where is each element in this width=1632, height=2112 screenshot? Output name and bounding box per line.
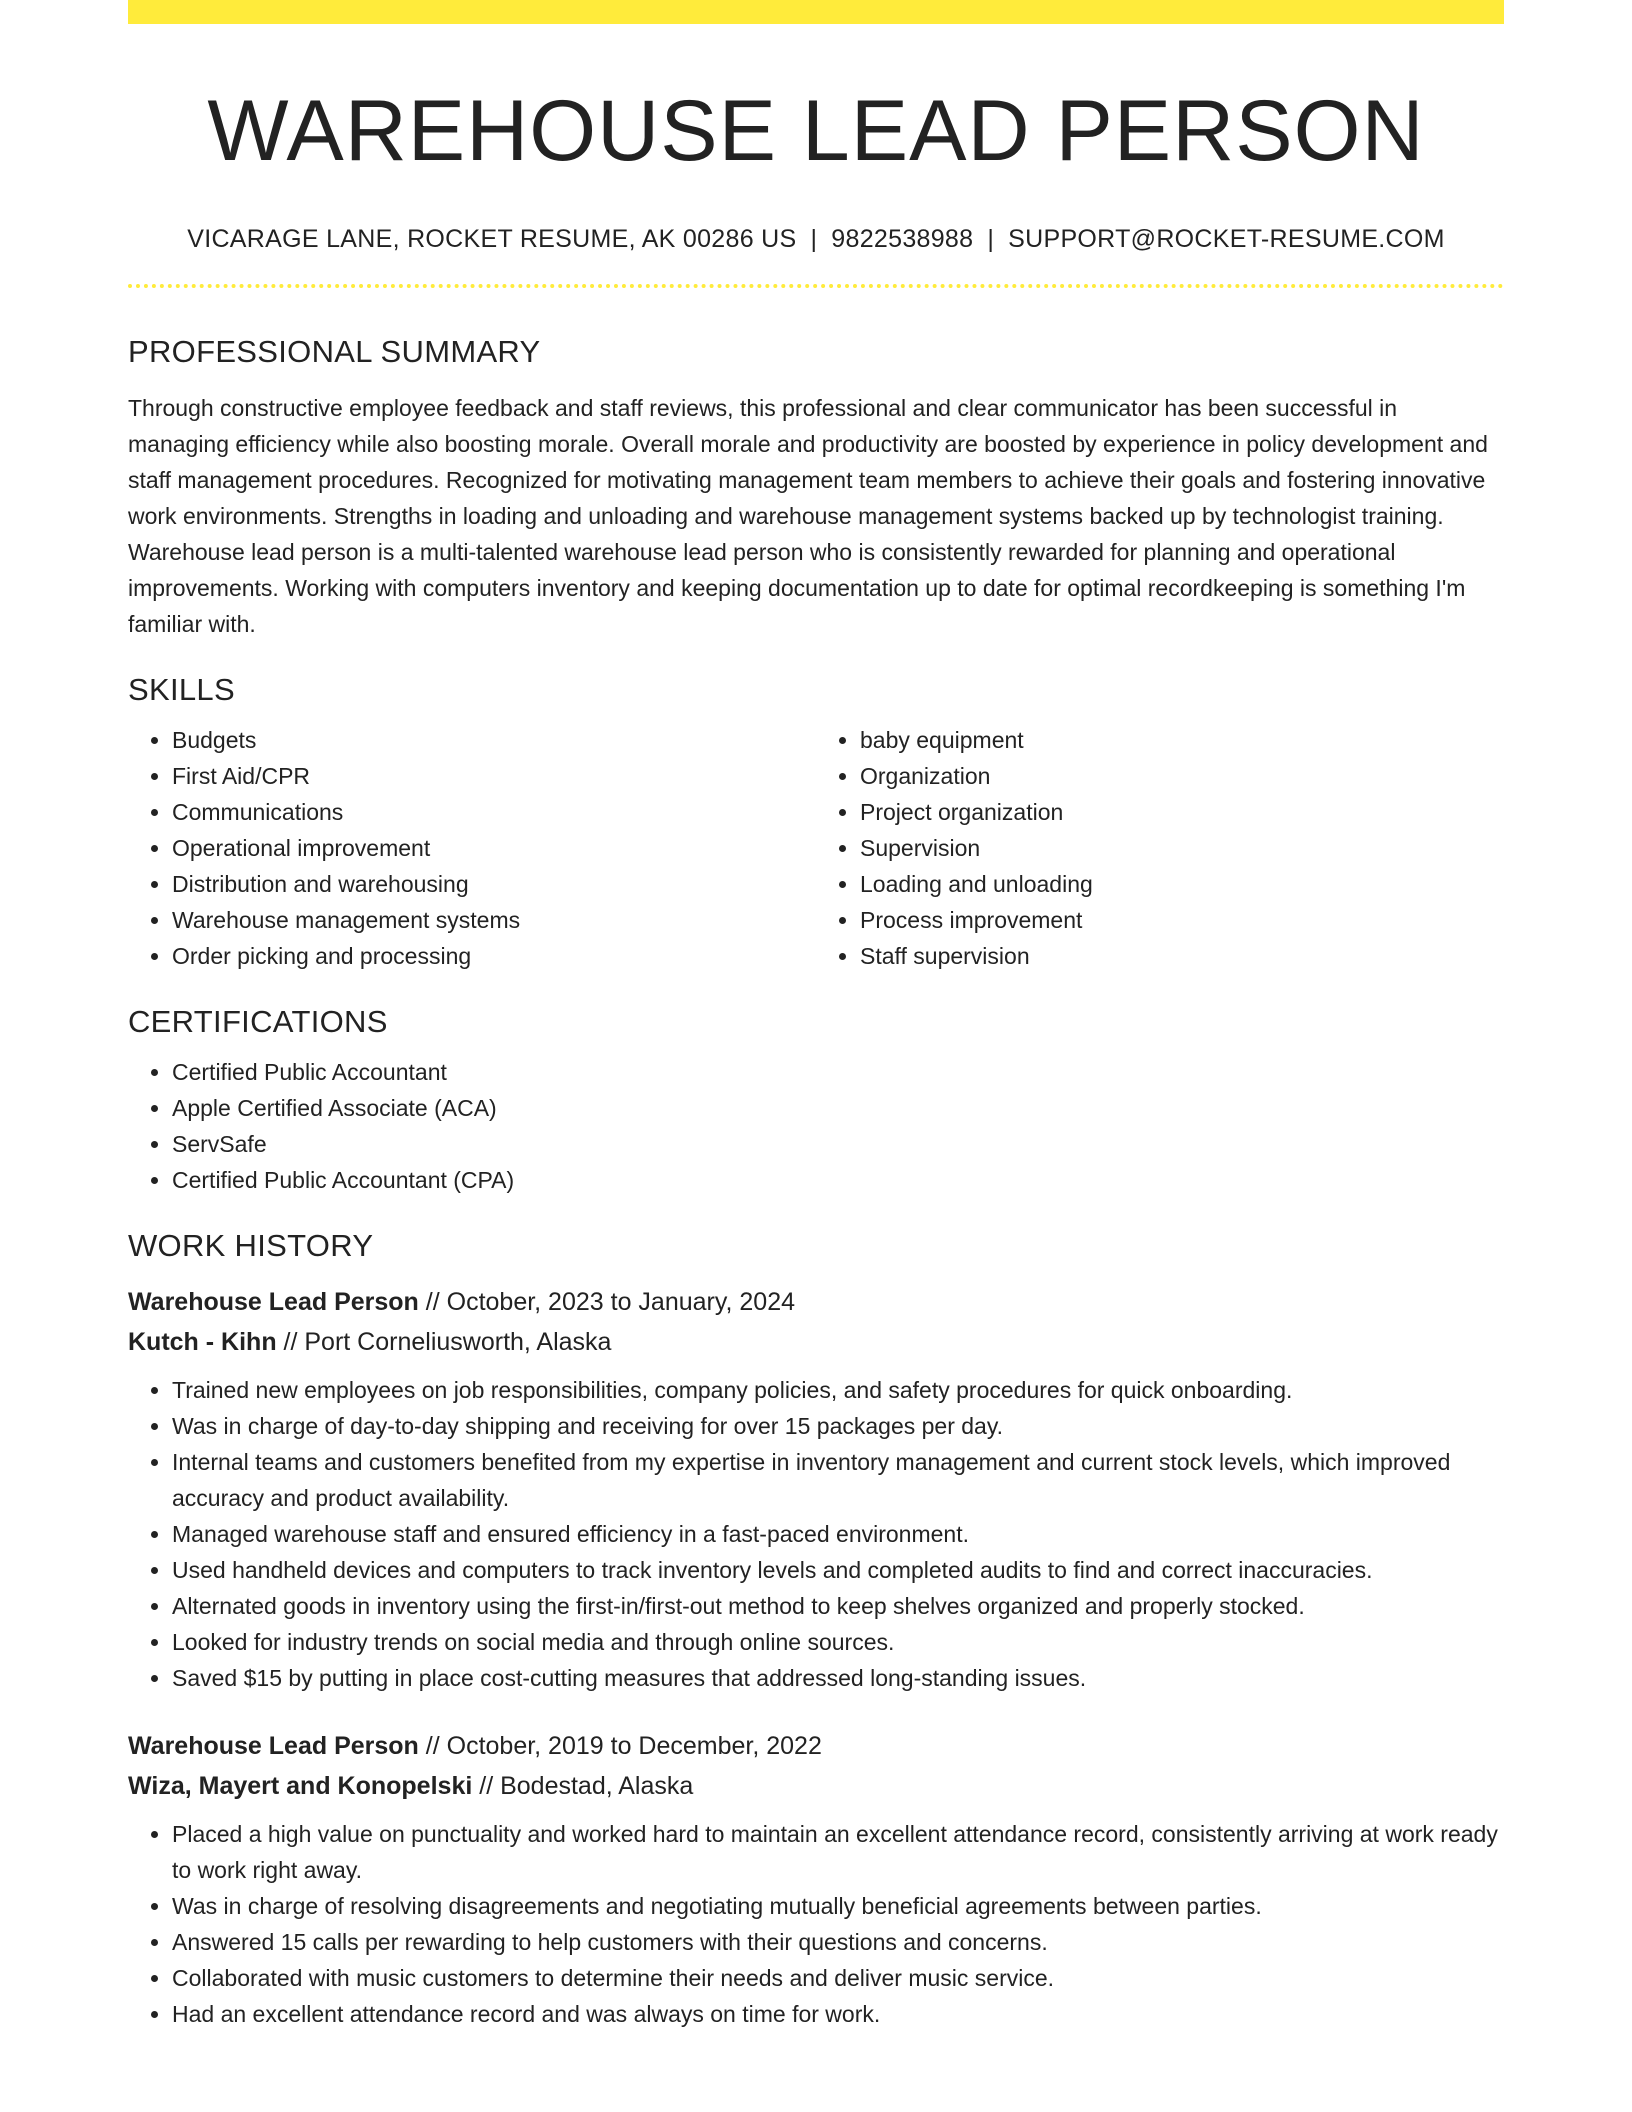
job-bullet: • Used handheld devices and computers to track inventory levels and completed audits to find and correct inaccuracies. [172,1552,1504,1588]
skills-left-list [128,722,816,974]
job-dates: // October, 2023 to January, 2024 [425,1287,796,1316]
job-bullet: • Internal teams and customers benefited from my expertise in inventory management and current stock levels, which improved accuracy and product availability. [172,1444,1504,1516]
certifications-heading: CERTIFICATIONS [128,1003,388,1039]
skill-item: • Supervision [860,830,1504,866]
contact-line [128,225,1504,254]
skill-item: • Project organization [860,794,1504,830]
resume-name: WAREHOUSE LEAD PERSON [207,83,1425,179]
certification-item: • ServSafe [172,1126,1504,1162]
summary-heading: PROFESSIONAL SUMMARY [128,333,541,369]
skill-item: • Warehouse management systems [172,902,816,938]
job-company: Kutch - Kihn [128,1327,277,1356]
job-company: Wiza, Mayert and Konopelski [128,1771,473,1800]
skills-columns [128,722,1504,974]
skill-item: • First Aid/CPR [172,758,816,794]
skill-item: • Order picking and processing [172,938,816,974]
job-bullet: • Managed warehouse staff and ensured efficiency in a fast-paced environment. [172,1516,1504,1552]
resume-page [128,0,1504,2032]
contact-email: SUPPORT@ROCKET-RESUME.COM [1008,224,1445,253]
job-dates: // October, 2019 to December, 2022 [425,1731,822,1760]
job-role: Warehouse Lead Person [128,1731,419,1760]
accent-bar [128,0,1504,24]
certification-item: • Certified Public Accountant (CPA) [172,1162,1504,1198]
job-title-line [128,1282,1504,1322]
certification-item: • Certified Public Accountant [172,1054,1504,1090]
certifications-list [128,1054,1504,1198]
job-bullet: • Trained new employees on job responsibilities, company policies, and safety procedures for quick onboarding. [172,1372,1504,1408]
job-bullets [128,1372,1504,1696]
skill-item: • Loading and unloading [860,866,1504,902]
job-bullet: • Was in charge of resolving disagreements and negotiating mutually beneficial agreements between parties. [172,1888,1504,1924]
job-bullet: • Placed a high value on punctuality and worked hard to maintain an excellent attendance record, consistently arriving at work ready to work right away. [172,1816,1504,1888]
skills-right-list [816,722,1504,974]
skill-item: • baby equipment [860,722,1504,758]
summary-text: Through constructive employee feedback and staff reviews, this professional and clear communicator has been successful in managing efficiency while also boosting morale. Overall morale and productivity are boosted by experience in policy development and staff management procedures. Recognized for motivating management team members to achieve their goals and fostering innovative work environments. Strengths in loading and unloading and warehouse management systems backed up by technologist training. Warehouse lead person is a multi-talented warehouse lead person who is consistently rewarded for planning and operational improvements. Working with computers inventory and keeping documentation up to date for optimal recordkeeping is something I'm familiar with. [128,394,1488,637]
certification-item: • Apple Certified Associate (ACA) [172,1090,1504,1126]
skill-item: • Communications [172,794,816,830]
job-bullet: • Saved $15 by putting in place cost-cutting measures that addressed long-standing issues. [172,1660,1504,1696]
skill-item: • Staff supervision [860,938,1504,974]
contact-separator: | [987,224,995,253]
work-history-heading: WORK HISTORY [128,1227,374,1263]
job-location: // Port Corneliusworth, Alaska [283,1327,612,1356]
job-role: Warehouse Lead Person [128,1287,419,1316]
skill-item: • Operational improvement [172,830,816,866]
skills-heading: SKILLS [128,671,235,707]
job-entry [128,1726,1504,2032]
dotted-divider [128,284,1504,288]
job-bullets [128,1816,1504,2032]
job-company-line [128,1766,1504,1806]
job-location: // Bodestad, Alaska [479,1771,694,1800]
job-bullet: • Had an excellent attendance record and was always on time for work. [172,1996,1504,2032]
job-bullet: • Was in charge of day-to-day shipping and receiving for over 15 packages per day. [172,1408,1504,1444]
job-bullet: • Answered 15 calls per rewarding to help customers with their questions and concerns. [172,1924,1504,1960]
contact-address: VICARAGE LANE, ROCKET RESUME, AK 00286 US [187,224,797,253]
job-bullet: • Collaborated with music customers to determine their needs and deliver music service. [172,1960,1504,1996]
contact-phone: 9822538988 [831,224,974,253]
job-company-line [128,1322,1504,1362]
skill-item: • Budgets [172,722,816,758]
job-bullet: • Looked for industry trends on social media and through online sources. [172,1624,1504,1660]
job-entry [128,1282,1504,1696]
skill-item: • Distribution and warehousing [172,866,816,902]
job-title-line [128,1726,1504,1766]
skill-item: • Organization [860,758,1504,794]
job-bullet: • Alternated goods in inventory using the first-in/first-out method to keep shelves organized and properly stocked. [172,1588,1504,1624]
contact-separator: | [810,224,818,253]
skill-item: • Process improvement [860,902,1504,938]
